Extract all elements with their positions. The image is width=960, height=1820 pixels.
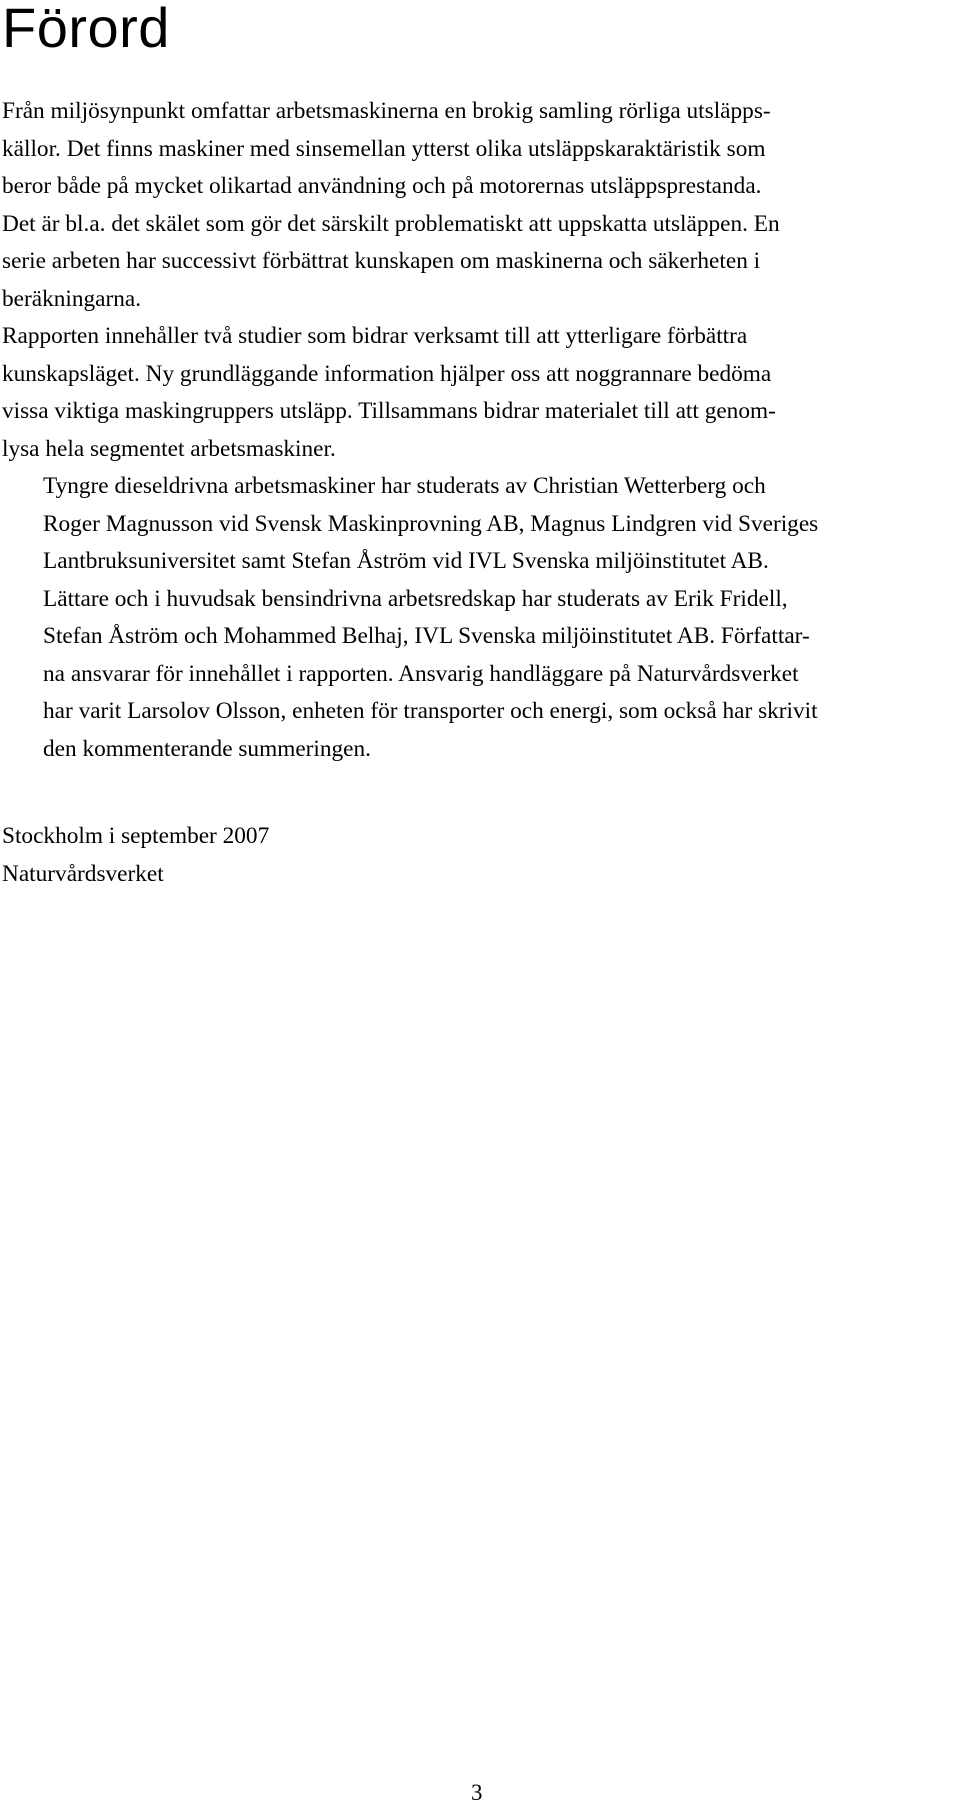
text-line: Stefan Åström och Mohammed Belhaj, IVL Svenska miljöinstitutet AB. Författar- [43, 623, 810, 649]
signature-place-date: Stockholm i september 2007 [2, 823, 270, 849]
page-title: Förord [2, 0, 170, 59]
text-line: Det är bl.a. det skälet som gör det särskilt problematiskt att uppskatta utsläppen. En [2, 210, 780, 237]
signature-block [2, 818, 947, 893]
report-paragraph [2, 318, 947, 468]
preface-text-block [2, 93, 947, 768]
text-line: Rapporten innehåller två studier som bidrar verksamt till att ytterligare förbättra [2, 323, 748, 349]
text-line: Tyngre dieseldrivna arbetsmaskiner har studerats av Christian Wetterberg och [43, 473, 766, 499]
text-line: vissa viktiga maskingruppers utsläpp. Tillsammans bidrar materialet till att genom- [2, 398, 776, 424]
text-line: beräkningarna. [2, 285, 142, 312]
text-line: Lantbruksuniversitet samt Stefan Åström vid IVL Svenska miljöinstitutet AB. [43, 548, 769, 574]
text-line: har varit Larsolov Olsson, enheten för transporter och energi, som också har skrivit [43, 698, 818, 724]
text-line: Lättare och i huvudsak bensindrivna arbetsredskap har studerats av Erik Fridell, [43, 585, 788, 612]
text-line: källor. Det finns maskiner med sinsemellan ytterst olika utsläppskaraktäristik som [2, 135, 766, 162]
page-number: 3 [471, 1780, 483, 1805]
authors-paragraph [2, 468, 947, 768]
text-line: na ansvarar för innehållet i rapporten. Ansvarig handläggare på Naturvårdsverket [43, 660, 799, 687]
text-line: beror både på mycket olikartad användning och på motorernas utsläppsprestanda. [2, 173, 762, 199]
text-line: lysa hela segmentet arbetsmaskiner. [2, 435, 336, 462]
intro-paragraph [2, 93, 947, 318]
text-line: kunskapsläget. Ny grundläggande information hjälper oss att noggrannare bedöma [2, 360, 772, 387]
signature-organization: Naturvårdsverket [2, 860, 164, 887]
text-line: serie arbeten har successivt förbättrat kunskapen om maskinerna och säkerheten i [2, 248, 761, 274]
text-line: Från miljösynpunkt omfattar arbetsmaskinerna en brokig samling rörliga utsläpps- [2, 98, 771, 124]
text-line: den kommenterande summeringen. [43, 735, 371, 762]
text-line: Roger Magnusson vid Svensk Maskinprovning AB, Magnus Lindgren vid Sveriges [43, 510, 819, 537]
